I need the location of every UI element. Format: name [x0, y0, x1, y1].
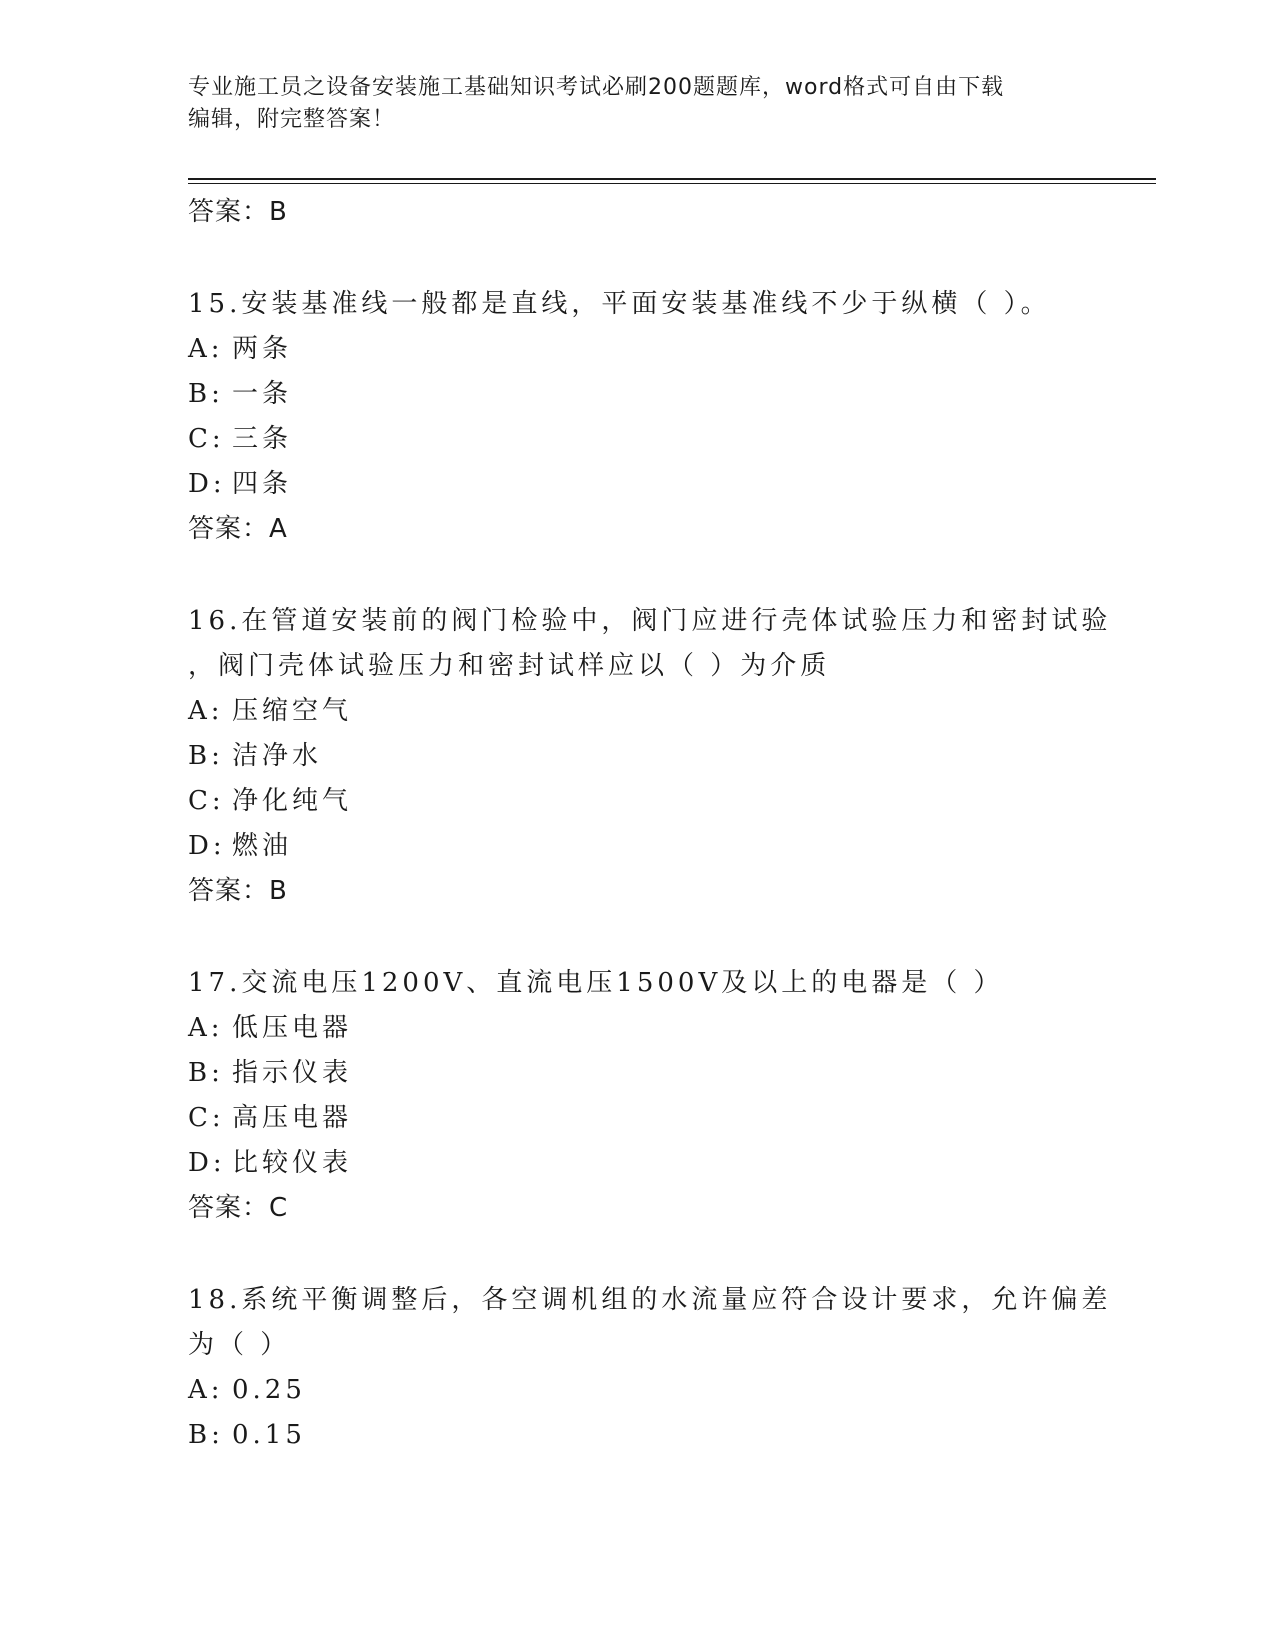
option-key: A:	[188, 1013, 224, 1043]
option-key: D:	[188, 469, 226, 499]
answer-line: 答案：C	[188, 1193, 289, 1223]
question-block	[188, 961, 1088, 1230]
option-text: 四条	[232, 469, 293, 499]
option-key: A:	[188, 1375, 224, 1405]
option-d	[188, 1141, 1088, 1186]
option-key: C:	[188, 424, 225, 454]
option-b	[188, 734, 1088, 779]
option-a	[188, 689, 1088, 734]
header-line-1: 专业施工员之设备安装施工基础知识考试必刷200题题库，word格式可自由下载	[188, 75, 1005, 100]
option-key: A:	[188, 334, 224, 364]
question-text: 18.系统平衡调整后，各空调机组的水流量应符合设计要求，允许偏差	[188, 1285, 1112, 1315]
option-text: 0.15	[232, 1420, 306, 1450]
document-header	[188, 72, 1088, 136]
question-list	[188, 190, 1112, 1458]
option-text: 0.25	[232, 1375, 306, 1405]
option-text: 净化纯气	[232, 786, 353, 816]
question-text: 15.安装基准线一般都是直线，平面安装基准线不少于纵横（ ）。	[188, 289, 1051, 319]
answer-line: 答案：B	[188, 876, 288, 906]
question-text: 16.在管道安装前的阀门检验中，阀门应进行壳体试验压力和密封试验	[188, 606, 1112, 636]
option-b	[188, 1051, 1088, 1096]
option-d	[188, 462, 1088, 507]
option-key: C:	[188, 786, 225, 816]
option-text: 燃油	[232, 831, 293, 861]
question-text: 17.交流电压1200V、直流电压1500V及以上的电器是（ ）	[188, 968, 1004, 998]
question-text-continued: 为（ ）	[188, 1330, 291, 1360]
option-key: B:	[188, 1420, 224, 1450]
header-line-2: 编辑，附完整答案！	[188, 107, 396, 132]
option-text: 一条	[232, 379, 293, 409]
option-text: 压缩空气	[232, 696, 353, 726]
option-text: 指示仪表	[232, 1058, 353, 1088]
question-text-continued: ，阀门壳体试验压力和密封试样应以（ ）为介质	[188, 651, 831, 681]
option-text: 低压电器	[232, 1013, 353, 1043]
option-text: 高压电器	[232, 1103, 353, 1133]
question-block	[188, 599, 1112, 913]
header-rule-thick	[188, 178, 1156, 180]
option-text: 两条	[232, 334, 293, 364]
option-key: B:	[188, 379, 224, 409]
option-key: B:	[188, 1058, 224, 1088]
option-a	[188, 1006, 1088, 1051]
option-text: 三条	[232, 424, 293, 454]
option-a	[188, 327, 1088, 372]
answer-line: 答案：A	[188, 514, 288, 544]
question-block	[188, 1278, 1112, 1458]
question-block	[188, 282, 1088, 551]
option-text: 洁净水	[232, 741, 323, 771]
option-a	[188, 1368, 1088, 1413]
option-b	[188, 1413, 1088, 1458]
option-key: A:	[188, 696, 224, 726]
option-c	[188, 1096, 1088, 1141]
header-rule-thin	[188, 183, 1156, 184]
option-c	[188, 779, 1088, 824]
option-key: D:	[188, 831, 226, 861]
option-text: 比较仪表	[232, 1148, 353, 1178]
option-key: D:	[188, 1148, 226, 1178]
option-d	[188, 824, 1088, 869]
option-c	[188, 417, 1088, 462]
answer-line: 答案：B	[188, 197, 288, 227]
option-b	[188, 372, 1088, 417]
option-key: C:	[188, 1103, 225, 1133]
option-key: B:	[188, 741, 224, 771]
